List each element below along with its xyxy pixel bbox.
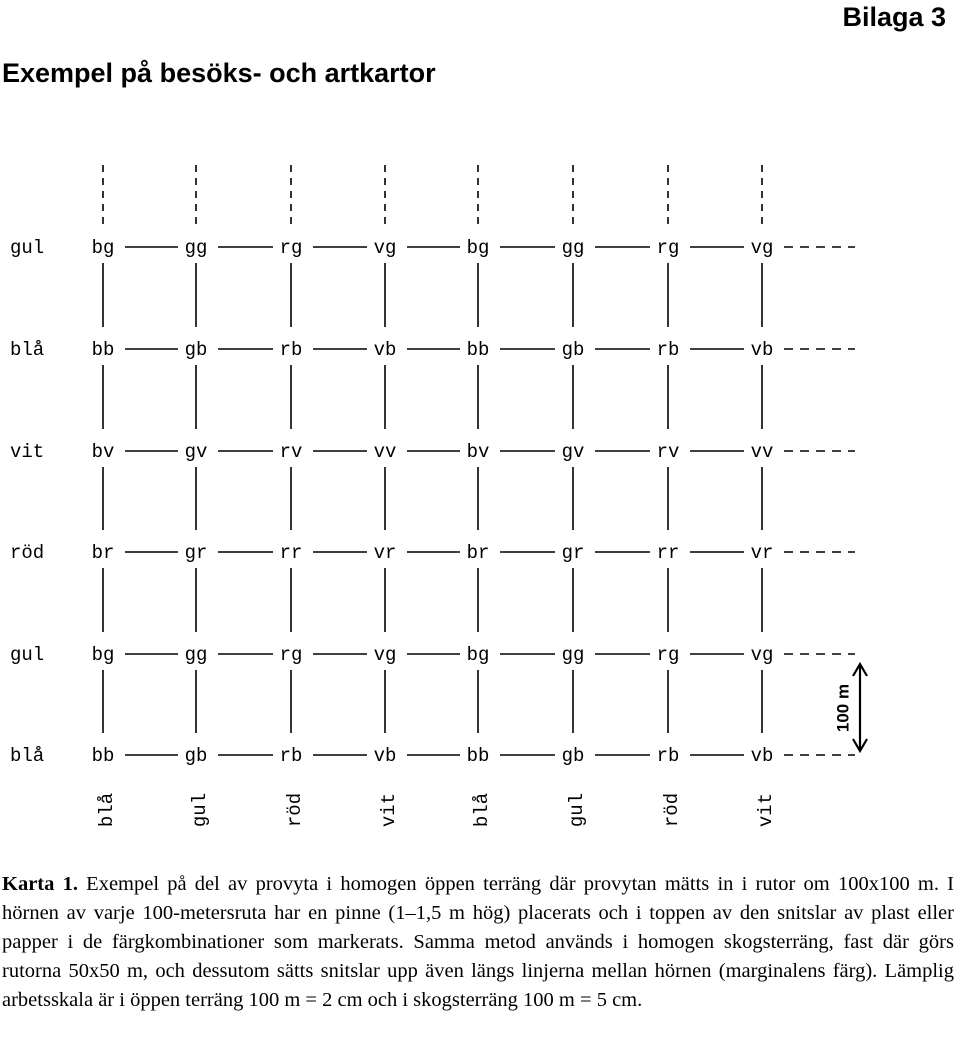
corner-code-1-5: gb [561, 339, 585, 361]
corner-code-2-7: vv [750, 441, 774, 463]
column-label-1: gul [189, 792, 212, 828]
corner-code-3-2: rr [279, 542, 303, 564]
row-label-2: vit [10, 441, 45, 463]
corner-code-4-5: gg [561, 644, 585, 666]
corner-code-4-3: vg [373, 644, 397, 666]
corner-code-0-1: gg [184, 237, 208, 259]
corner-code-2-2: rv [279, 441, 303, 463]
corner-code-1-7: vb [750, 339, 774, 361]
corner-code-1-1: gb [184, 339, 208, 361]
column-label-0: blå [96, 792, 119, 828]
corner-code-5-1: gb [184, 745, 208, 767]
column-label-5: gul [566, 792, 589, 828]
corner-code-0-7: vg [750, 237, 774, 259]
column-label-3: vit [378, 792, 401, 828]
corner-code-2-6: rv [656, 441, 680, 463]
column-label-4: blå [471, 792, 494, 828]
row-label-3: röd [10, 542, 45, 564]
corner-code-4-0: bg [91, 644, 115, 666]
corner-code-3-1: gr [184, 542, 208, 564]
corner-code-5-7: vb [750, 745, 774, 767]
scale-label: 100 m [833, 683, 853, 733]
corner-code-4-6: rg [656, 644, 680, 666]
corner-code-1-4: bb [466, 339, 490, 361]
corner-code-3-3: vr [373, 542, 397, 564]
corner-code-1-6: rb [656, 339, 680, 361]
caption-text: Exempel på del av provyta i homogen öppen terräng där provytan mätts in i rutor om 100x100 m. I hörnen av varje 100-metersruta har en pinne (1–1,5 m hög) placerats och i toppen av den snitslar av plast eller papper i de färgkombinationer som markerats. Samma metod används i homogen skogsterräng, fast där görs rutorna 50x50 m, och dessutom sätts snitslar upp även längs linjerna mellan hörnen (marginalens färg). Lämplig arbetsskala är i öppen terräng 100 m = 2 cm och i skogsterräng 100 m = 5 cm. [2, 873, 955, 1011]
corner-code-3-6: rr [656, 542, 680, 564]
corner-code-5-6: rb [656, 745, 680, 767]
column-label-6: röd [661, 792, 684, 828]
corner-code-0-4: bg [466, 237, 490, 259]
page-title: Exempel på besöks- och artkartor [2, 58, 436, 88]
corner-code-3-5: gr [561, 542, 585, 564]
corner-code-1-3: vb [373, 339, 397, 361]
corner-code-5-4: bb [466, 745, 490, 767]
corner-code-4-2: rg [279, 644, 303, 666]
corner-code-2-0: bv [91, 441, 115, 463]
corner-code-1-0: bb [91, 339, 115, 361]
corner-code-4-1: gg [184, 644, 208, 666]
column-label-7: vit [755, 792, 778, 828]
corner-code-4-7: vg [750, 644, 774, 666]
scale-bar [833, 664, 867, 751]
corner-code-3-0: br [91, 542, 115, 564]
row-label-4: gul [10, 644, 45, 666]
corner-code-2-4: bv [466, 441, 490, 463]
row-label-0: gul [10, 237, 45, 259]
corner-code-5-5: gb [561, 745, 585, 767]
corner-code-5-2: rb [279, 745, 303, 767]
appendix-label: Bilaga 3 [842, 2, 946, 32]
corner-code-0-0: bg [91, 237, 115, 259]
corner-code-1-2: rb [279, 339, 303, 361]
survey-grid-map [0, 150, 960, 850]
figure-caption [2, 870, 954, 1015]
corner-code-5-0: bb [91, 745, 115, 767]
corner-code-3-4: br [466, 542, 490, 564]
column-label-2: röd [284, 792, 307, 828]
corner-code-0-6: rg [656, 237, 680, 259]
corner-code-2-1: gv [184, 441, 208, 463]
corner-code-3-7: vr [750, 542, 774, 564]
corner-code-0-2: rg [279, 237, 303, 259]
row-label-1: blå [10, 339, 45, 361]
corner-code-0-3: vg [373, 237, 397, 259]
corner-code-4-4: bg [466, 644, 490, 666]
corner-code-5-3: vb [373, 745, 397, 767]
row-label-5: blå [10, 745, 45, 767]
caption-label: Karta 1. [2, 873, 78, 895]
corner-code-0-5: gg [561, 237, 585, 259]
corner-code-2-5: gv [561, 441, 585, 463]
corner-code-2-3: vv [373, 441, 397, 463]
grid-labels [10, 237, 777, 827]
